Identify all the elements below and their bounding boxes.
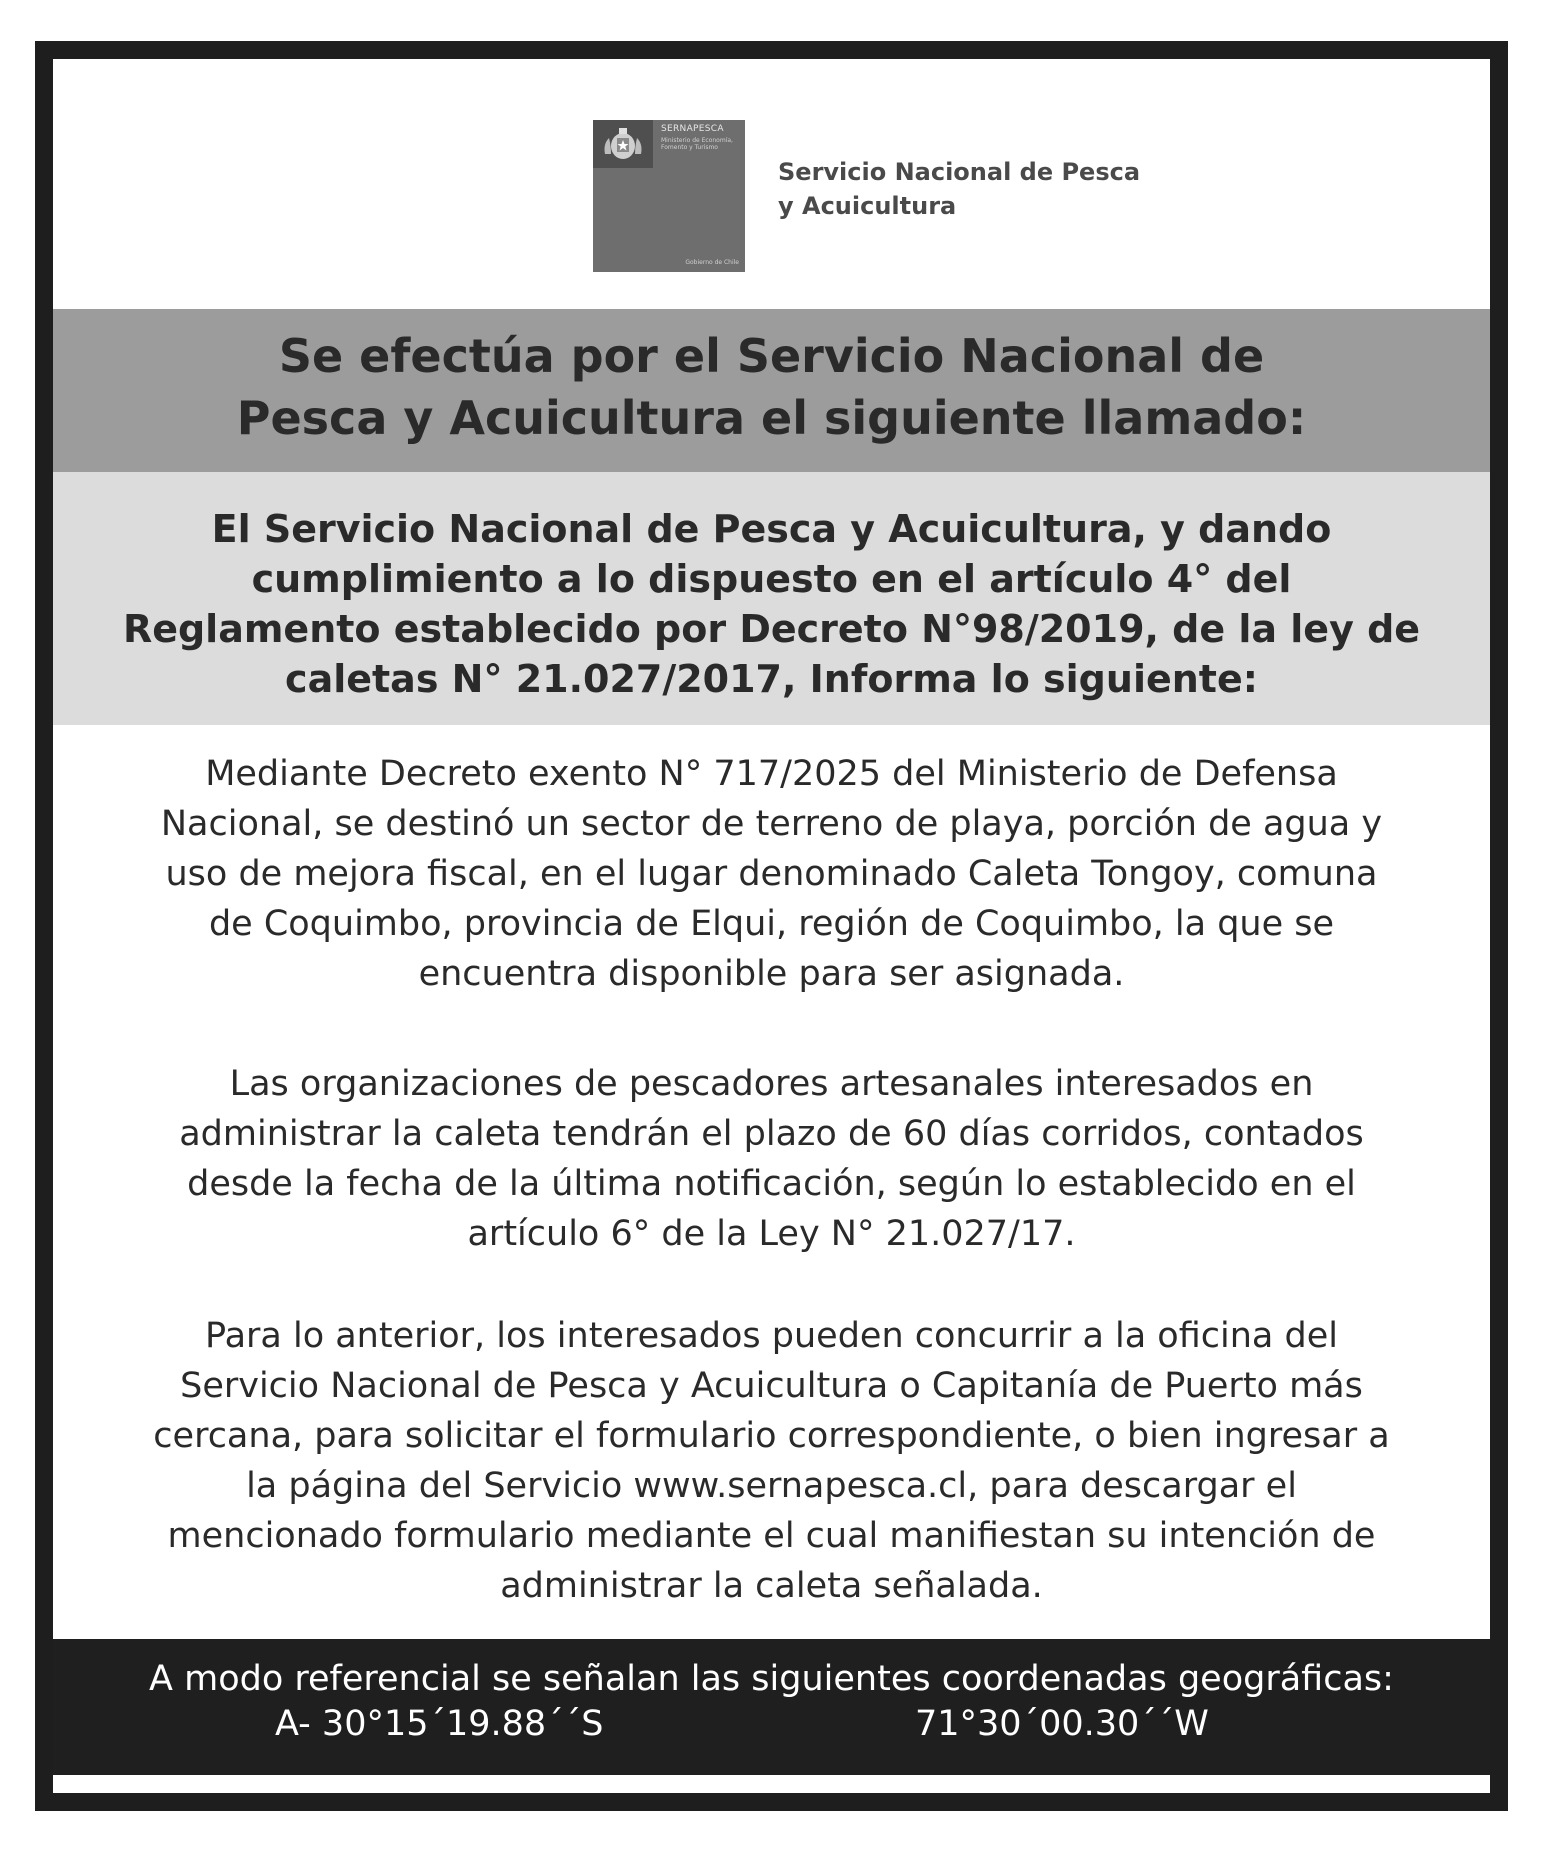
coordinate-longitude: 71°30´00.30´´W xyxy=(915,1704,1209,1744)
paragraph-line: cercana, para solicitar el formulario correspondiente, o bien ingresar a xyxy=(153,1416,1390,1456)
paragraph-line: Las organizaciones de pescadores artesanales interesados en xyxy=(229,1064,1314,1104)
paragraph-line: administrar la caleta tendrán el plazo de 60 días corridos, contados xyxy=(179,1114,1364,1154)
intro-line: Reglamento establecido por Decreto N°98/2019, de la ley de xyxy=(122,607,1421,651)
paragraph-line: artículo 6° de la Ley N° 21.027/17. xyxy=(467,1214,1076,1254)
paragraph-line: desde la fecha de la última notificación, según lo establecido en el xyxy=(187,1164,1356,1204)
title-line: Se efectúa por el Servicio Nacional de xyxy=(278,329,1265,383)
intro-statement xyxy=(53,504,1490,704)
paragraph-line: encuentra disponible para ser asignada. xyxy=(418,954,1125,994)
logo-brand: SERNAPESCA xyxy=(661,124,724,134)
paragraph-line: Para lo anterior, los interesados pueden concurrir a la oficina del xyxy=(205,1316,1338,1356)
paragraph-line: la página del Servicio www.sernapesca.cl, para descargar el xyxy=(246,1466,1297,1506)
intro-line: cumplimiento a lo dispuesto en el artículo 4° del xyxy=(251,557,1292,601)
chile-coat-of-arms-icon xyxy=(599,124,647,164)
paragraph-line: uso de mejora fiscal, en el lugar denominado Caleta Tongoy, comuna xyxy=(165,854,1378,894)
page-title xyxy=(53,325,1490,449)
logo-government: Gobierno de Chile xyxy=(685,259,739,266)
agency-name-line: y Acuicultura xyxy=(778,192,957,220)
paragraph-instructions xyxy=(53,1311,1490,1611)
agency-name-line: Servicio Nacional de Pesca xyxy=(778,158,1141,186)
paragraph-line: Servicio Nacional de Pesca y Acuicultura o Capitanía de Puerto más xyxy=(180,1366,1363,1406)
coordinate-latitude: A- 30°15´19.88´´S xyxy=(275,1704,604,1744)
intro-line: caletas N° 21.027/2017, Informa lo siguiente: xyxy=(285,657,1258,701)
paragraph-line: de Coquimbo, provincia de Elqui, región de Coquimbo, la que se xyxy=(208,904,1335,944)
paragraph-line: Nacional, se destinó un sector de terreno de playa, porción de agua y xyxy=(160,804,1383,844)
logo-ministry: Ministerio de Economía, Fomento y Turismo xyxy=(661,137,733,151)
paragraph-decree xyxy=(53,749,1490,999)
title-line: Pesca y Acuicultura el siguiente llamado: xyxy=(236,391,1307,445)
paragraph-line: mencionado formulario mediante el cual manifiestan su intención de xyxy=(167,1516,1376,1556)
paragraph-deadline xyxy=(53,1059,1490,1259)
intro-line: El Servicio Nacional de Pesca y Acuicultura, y dando xyxy=(211,507,1332,551)
sernapesca-logo xyxy=(593,120,745,272)
notice-frame xyxy=(35,41,1508,1811)
coordinates-label: A modo referencial se señalan las siguientes coordenadas geográficas: xyxy=(149,1659,1394,1699)
paragraph-line: Mediante Decreto exento N° 717/2025 del Ministerio de Defensa xyxy=(205,754,1338,794)
agency-name xyxy=(778,155,1140,223)
paragraph-line: administrar la caleta señalada. xyxy=(500,1566,1043,1606)
